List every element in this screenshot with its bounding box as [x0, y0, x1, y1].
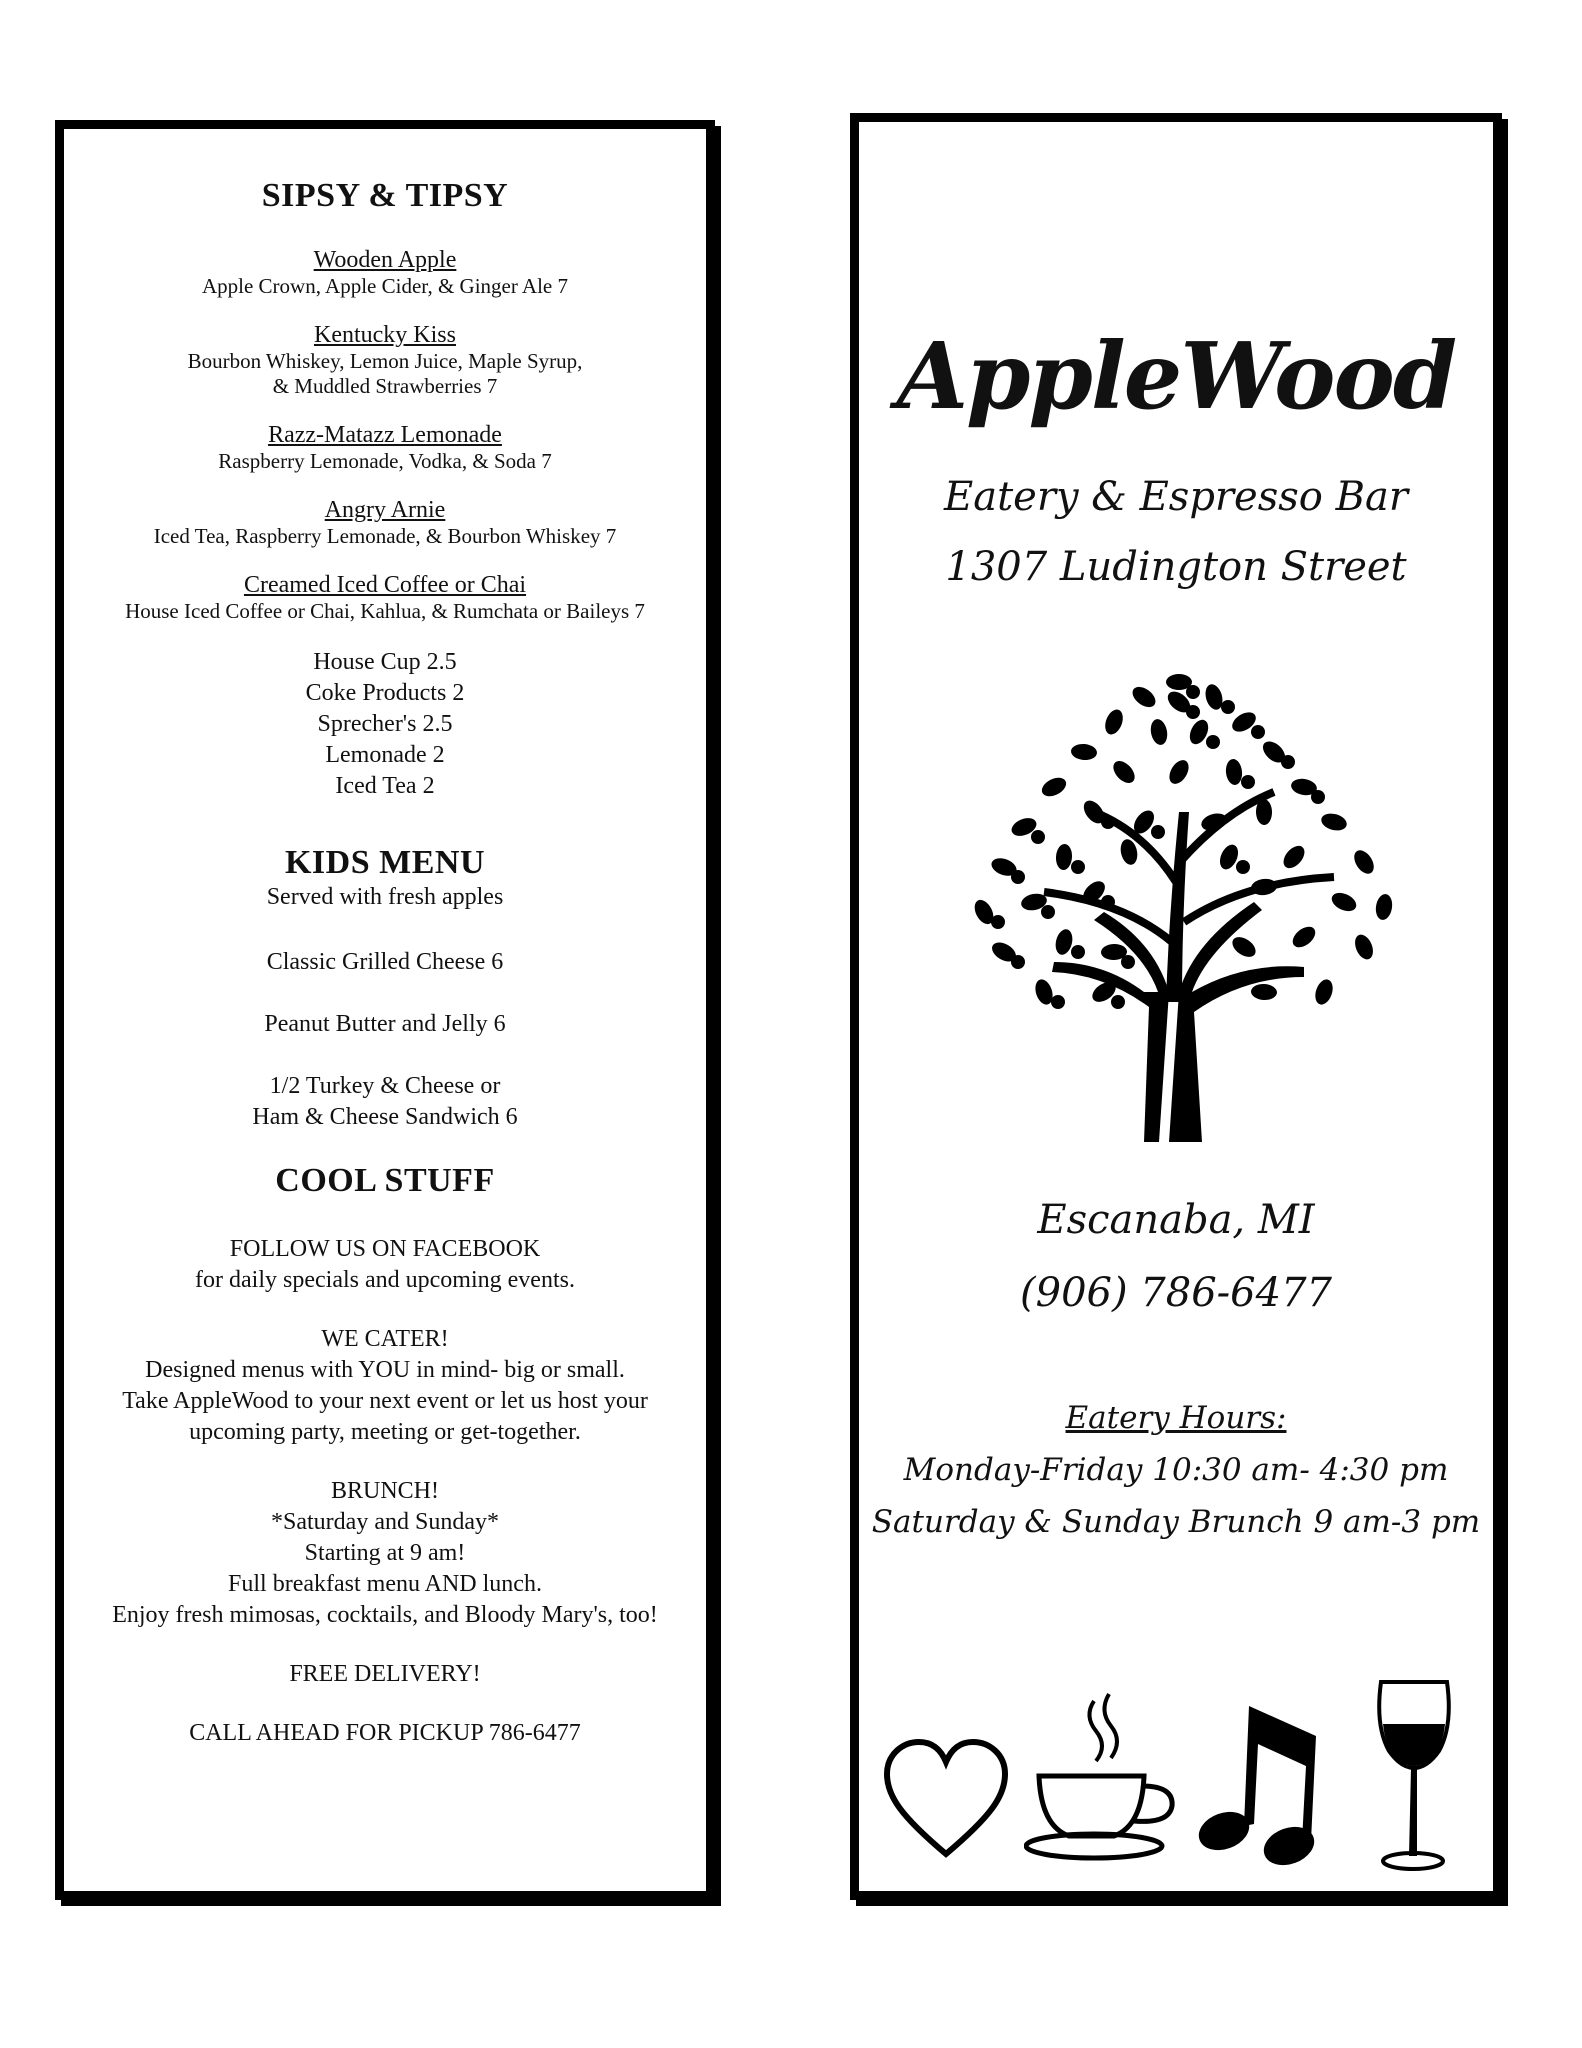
cool-stuff-line: Take AppleWood to your next event or let us host your — [122, 1388, 648, 1414]
city: Escanaba, MI — [1037, 1197, 1315, 1243]
kids-menu-subtitle: Served with fresh apples — [266, 884, 504, 910]
cool-stuff-line: BRUNCH! — [330, 1478, 439, 1504]
drinks-section-title: SIPSY & TIPSY — [261, 177, 509, 214]
hours-weekend: Saturday & Sunday Brunch 9 am-3 pm — [871, 1504, 1481, 1540]
drink-item — [64, 572, 706, 624]
cool-stuff-line: Starting at 9 am! — [304, 1540, 466, 1566]
cool-stuff-line: Designed menus with YOU in mind- big or small. — [145, 1357, 625, 1383]
brand-title: AppleWood — [896, 322, 1456, 430]
simple-drinks-list — [64, 647, 706, 802]
cool-stuff-line: WE CATER! — [321, 1326, 449, 1352]
kids-menu-line: Ham & Cheese Sandwich 6 — [252, 1104, 518, 1130]
drink-description: Raspberry Lemonade, Vodka, & Soda 7 — [218, 449, 552, 473]
kids-menu-item — [64, 1009, 706, 1040]
drink-description: Bourbon Whiskey, Lemon Juice, Maple Syrup, — [187, 349, 583, 373]
tree-icon — [944, 662, 1414, 1152]
drink-name: Wooden Apple — [313, 247, 457, 273]
cool-stuff-list — [64, 1234, 706, 1749]
hours-label: Eatery Hours: — [1065, 1400, 1287, 1436]
kids-menu-item — [64, 947, 706, 978]
brand-subtitle: Eatery & Espresso Bar — [944, 474, 1408, 520]
kids-menu-title: KIDS MENU — [284, 844, 486, 881]
cool-stuff-line: Enjoy fresh mimosas, cocktails, and Bloody Mary's, too! — [112, 1602, 658, 1628]
hours-weekday: Monday-Friday 10:30 am- 4:30 pm — [903, 1452, 1449, 1488]
address: 1307 Ludington Street — [945, 544, 1407, 590]
cool-stuff-line: for daily specials and upcoming events. — [195, 1267, 575, 1293]
cool-stuff-block — [64, 1476, 706, 1631]
wine-glass-icon — [1369, 1676, 1459, 1876]
music-note-icon — [1194, 1696, 1324, 1866]
cool-stuff-block — [64, 1659, 706, 1690]
cool-stuff-block — [64, 1718, 706, 1749]
cool-stuff-line: Full breakfast menu AND lunch. — [228, 1571, 542, 1597]
drink-name: Creamed Iced Coffee or Chai — [243, 572, 527, 598]
simple-drink-item: Coke Products 2 — [305, 680, 465, 706]
kids-menu-list — [64, 947, 706, 1133]
kids-menu-line: Classic Grilled Cheese 6 — [266, 949, 504, 975]
cool-stuff-line: FREE DELIVERY! — [289, 1661, 481, 1687]
drink-name: Angry Arnie — [324, 497, 446, 523]
simple-drink-item: Sprecher's 2.5 — [317, 711, 453, 737]
cool-stuff-block — [64, 1234, 706, 1296]
drink-item — [64, 322, 706, 399]
left-panel-content — [64, 129, 706, 1749]
menu-left-panel — [55, 120, 715, 1900]
drink-name: Razz-Matazz Lemonade — [268, 422, 502, 448]
phone-number: (906) 786-6477 — [1020, 1270, 1332, 1316]
cool-stuff-line: upcoming party, meeting or get-together. — [189, 1419, 581, 1445]
simple-drink-item: Lemonade 2 — [325, 742, 445, 768]
icon-row — [859, 1676, 1493, 1876]
cool-stuff-line: *Saturday and Sunday* — [271, 1509, 499, 1535]
drink-description: & Muddled Strawberries 7 — [272, 374, 498, 398]
drinks-list — [64, 247, 706, 624]
kids-menu-item — [64, 1071, 706, 1133]
menu-cover-panel — [850, 113, 1502, 1900]
simple-drink-item: House Cup 2.5 — [313, 649, 457, 675]
coffee-cup-icon — [1024, 1686, 1194, 1866]
drink-description: Apple Crown, Apple Cider, & Ginger Ale 7 — [201, 274, 569, 298]
cool-stuff-line: FOLLOW US ON FACEBOOK — [229, 1236, 541, 1262]
heart-icon — [881, 1736, 1011, 1861]
drink-description: House Iced Coffee or Chai, Kahlua, & Rumchata or Baileys 7 — [125, 599, 645, 623]
cool-stuff-block — [64, 1324, 706, 1448]
kids-menu-line: 1/2 Turkey & Cheese or — [269, 1073, 501, 1099]
simple-drink-item: Iced Tea 2 — [335, 773, 435, 799]
drink-name: Kentucky Kiss — [314, 322, 456, 348]
cool-stuff-title: COOL STUFF — [275, 1162, 495, 1199]
kids-menu-line: Peanut Butter and Jelly 6 — [264, 1011, 506, 1037]
cool-stuff-line: CALL AHEAD FOR PICKUP 786-6477 — [189, 1720, 581, 1746]
drink-item — [64, 422, 706, 474]
drink-item — [64, 247, 706, 299]
drink-item — [64, 497, 706, 549]
drink-description: Iced Tea, Raspberry Lemonade, & Bourbon Whiskey 7 — [153, 524, 617, 548]
